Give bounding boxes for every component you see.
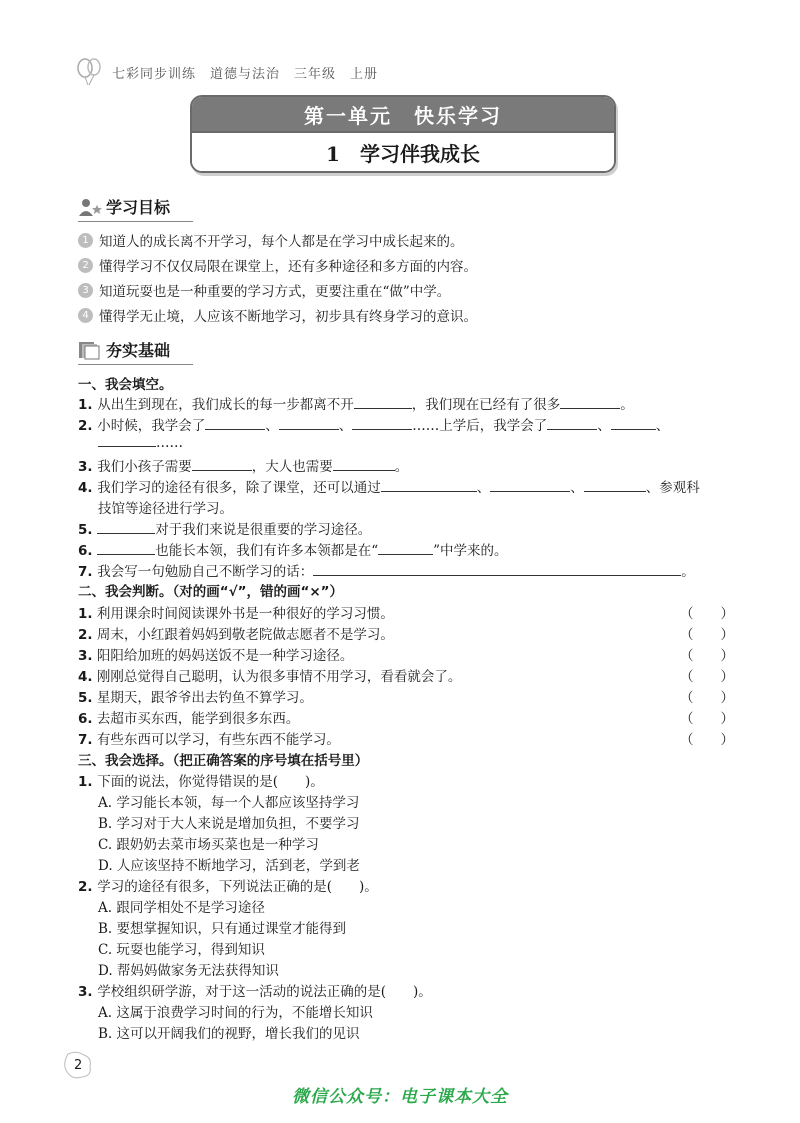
answer-blank[interactable] — [611, 417, 656, 430]
objective-number: 2 — [78, 258, 93, 273]
page-header — [76, 58, 378, 86]
choice-option[interactable]: A. 跟同学相处不是学习途径 — [98, 900, 265, 916]
objective-item — [78, 305, 477, 325]
objective-number: 1 — [78, 233, 93, 248]
answer-blank[interactable] — [378, 542, 433, 555]
part2-title: 二、我会判断。（对的画“√”，错的画“×”） — [78, 584, 344, 600]
part1-title: 一、我会填空。 — [78, 377, 173, 393]
balloon-icon — [76, 58, 102, 86]
choice-option[interactable]: B. 学习对于大人来说是增加负担，不要学习 — [98, 816, 360, 832]
choice-option[interactable]: C. 跟奶奶去菜市场买菜也是一种学习 — [98, 837, 319, 853]
objective-item — [78, 255, 477, 275]
fill-question-2: 2. 小时候，我学会了 、 、 ……上学后，我学会了 、 、 — [78, 418, 670, 434]
objectives-heading — [78, 195, 170, 218]
objective-item — [78, 230, 464, 250]
objective-text: 懂得学无止境，人应该不断地学习，初步具有终身学习的意识。 — [99, 309, 477, 325]
answer-blank[interactable] — [97, 521, 155, 534]
answer-paren[interactable]: （ ） — [680, 627, 734, 643]
fill-question-3: 3. 我们小孩子需要 ，大人也需要 。 — [78, 459, 409, 475]
judge-item: 1. 利用课余时间阅读课外书是一种很好的学习习惯。 — [78, 606, 394, 622]
answer-blank[interactable] — [313, 563, 681, 576]
choice-question-1: 1. 下面的说法，你觉得错误的是( )。 — [78, 774, 324, 790]
answer-paren[interactable]: （ ） — [680, 732, 734, 748]
objective-number: 3 — [78, 283, 93, 298]
answer-paren[interactable]: （ ） — [680, 669, 734, 685]
fill-question-5: 5. 对于我们来说是很重要的学习途径。 — [78, 522, 372, 538]
fill-question-2-cont: …… — [98, 434, 183, 451]
divider — [78, 221, 193, 222]
choice-question-3: 3. 学校组织研学游，对于这一活动的说法正确的是( )。 — [78, 984, 432, 1000]
watermark-text: 微信公众号：电子课本大全 — [292, 1087, 508, 1107]
fill-question-4: 4. 我们学习的途径有很多，除了课堂，还可以通过 、 、 、参观科 — [78, 480, 700, 496]
answer-blank[interactable] — [490, 479, 570, 492]
fill-question-7: 7. 我会写一句勉励自己不断学习的话： 。 — [78, 564, 695, 580]
judge-item: 2. 周末，小红跟着妈妈到敬老院做志愿者不是学习。 — [78, 627, 394, 643]
choice-option[interactable]: D. 帮妈妈做家务无法获得知识 — [98, 963, 279, 979]
fill-question-4-cont: 技馆等途径进行学习。 — [98, 501, 233, 517]
answer-blank[interactable] — [205, 417, 265, 430]
part3-title: 三、我会选择。（把正确答案的序号填在括号里） — [78, 753, 369, 769]
book-icon — [78, 340, 100, 360]
answer-blank[interactable] — [333, 458, 395, 471]
fill-question-1: 1. 从出生到现在，我们成长的每一步都离不开 ，我们现在已经有了很多 。 — [78, 397, 634, 413]
answer-blank[interactable] — [97, 542, 155, 555]
objective-text: 知道人的成长离不开学习，每个人都是在学习中成长起来的。 — [99, 234, 464, 250]
page-number-badge — [62, 1050, 92, 1080]
answer-blank[interactable] — [192, 458, 252, 471]
fill-question-6: 6. 也能长本领，我们有许多本领都是在“ ”中学来的。 — [78, 543, 508, 559]
choice-option[interactable]: C. 玩耍也能学习，得到知识 — [98, 942, 265, 958]
answer-paren[interactable]: （ ） — [680, 690, 734, 706]
choice-option[interactable]: B. 要想掌握知识，只有通过课堂才能得到 — [98, 921, 347, 937]
answer-blank[interactable] — [547, 417, 597, 430]
answer-paren[interactable]: （ ） — [680, 711, 734, 727]
objective-text: 懂得学习不仅仅局限在课堂上，还有多种途径和多方面的内容。 — [99, 259, 477, 275]
objective-number: 4 — [78, 308, 93, 323]
choice-question-2: 2. 学习的途径有很多，下列说法正确的是( )。 — [78, 879, 378, 895]
answer-blank[interactable] — [352, 417, 412, 430]
objective-text: 知道玩耍也是一种重要的学习方式，更要注重在“做”中学。 — [99, 284, 451, 300]
person-star-icon — [78, 197, 102, 217]
judge-item: 7. 有些东西可以学习，有些东西不能学习。 — [78, 732, 340, 748]
unit-title: 第一单元 快乐学习 — [192, 97, 614, 131]
objectives-heading-text: 学习目标 — [106, 198, 171, 217]
answer-blank[interactable] — [279, 417, 339, 430]
judge-item: 5. 星期天，跟爷爷出去钓鱼不算学习。 — [78, 690, 313, 706]
answer-blank[interactable] — [381, 479, 477, 492]
answer-blank[interactable] — [354, 396, 412, 409]
choice-option[interactable]: A. 学习能长本领，每一个人都应该坚持学习 — [98, 795, 360, 811]
answer-paren[interactable]: （ ） — [680, 648, 734, 664]
lesson-title-box — [190, 95, 616, 173]
answer-paren[interactable]: （ ） — [680, 606, 734, 622]
choice-option[interactable]: A. 这属于浪费学习时间的行为，不能增长知识 — [98, 1005, 373, 1021]
basics-heading — [78, 338, 170, 361]
judge-item: 3. 阳阳给加班的妈妈送饭不是一种学习途径。 — [78, 648, 354, 664]
objective-item — [78, 280, 450, 300]
judge-item: 6. 去超市买东西，能学到很多东西。 — [78, 711, 300, 727]
judge-item: 4. 刚刚总觉得自己聪明，认为很多事情不用学习，看看就会了。 — [78, 669, 462, 685]
page-number: 2 — [74, 1058, 83, 1073]
divider — [78, 364, 193, 365]
answer-blank[interactable] — [98, 434, 156, 447]
choice-option[interactable]: B. 这可以开阔我们的视野，增长我们的见识 — [98, 1026, 360, 1042]
answer-blank[interactable] — [584, 479, 646, 492]
choice-option[interactable]: D. 人应该坚持不断地学习，活到老，学到老 — [98, 858, 360, 874]
basics-heading-text: 夯实基础 — [106, 341, 171, 360]
lesson-title: 1 学习伴我成长 — [192, 131, 614, 171]
header-title: 七彩同步训练 道德与法治 三年级 上册 — [112, 66, 379, 82]
answer-blank[interactable] — [560, 396, 620, 409]
